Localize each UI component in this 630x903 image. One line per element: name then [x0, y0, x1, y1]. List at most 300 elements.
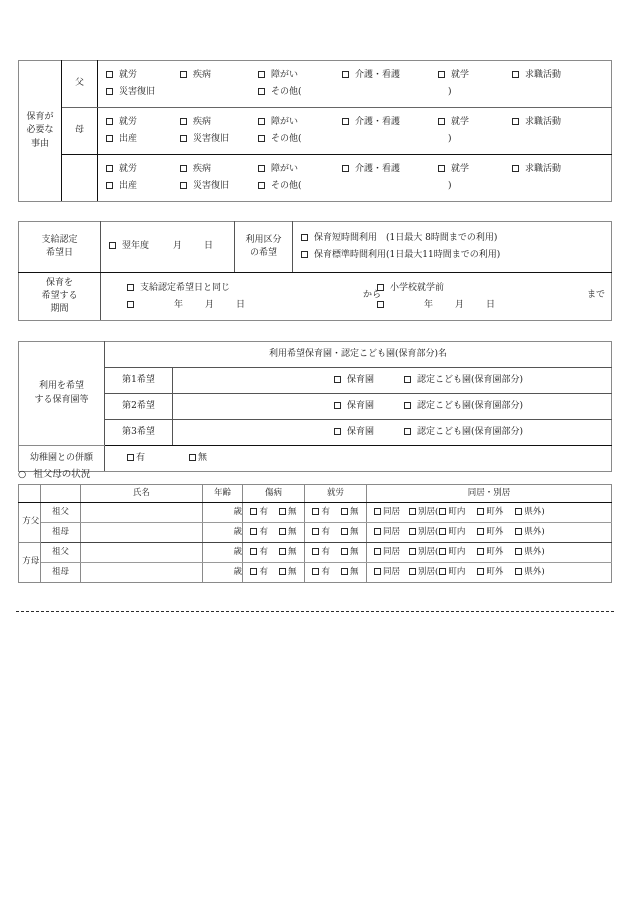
checkbox-icon[interactable]	[106, 71, 113, 78]
checkbox-label: 求職活動	[525, 164, 562, 174]
gp-name-input-paternal-grandmother[interactable]	[81, 523, 203, 543]
usage-type-options	[293, 222, 612, 273]
checkbox-icon[interactable]	[258, 135, 265, 142]
living-apart-close-paren: )	[541, 567, 545, 578]
checkbox-label: 翌年度	[122, 241, 150, 252]
desired-date-label-line2: 希望日	[45, 248, 73, 258]
period-to-suffix: まで	[586, 289, 605, 300]
gp-name-input-paternal-grandfather[interactable]	[81, 503, 203, 523]
checkbox-icon[interactable]	[279, 548, 286, 555]
checkbox-label: 就労	[119, 70, 138, 80]
checkbox-icon[interactable]	[334, 376, 341, 383]
checkbox-work-no[interactable]	[341, 506, 359, 518]
gp-work-maternal-grandmother	[305, 563, 367, 583]
checkbox-label: 無	[288, 507, 297, 518]
checkbox-label: 別居(	[418, 547, 439, 558]
gp-illness-maternal-grandmother	[243, 563, 305, 583]
gp-work-paternal-grandmother	[305, 523, 367, 543]
checkbox-icon[interactable]	[250, 528, 257, 535]
checkbox-icon[interactable]	[438, 118, 445, 125]
gp-living-maternal-grandfather	[367, 543, 612, 563]
checkbox-label: 障がい	[271, 70, 299, 80]
checkbox-standard-time-care[interactable]	[301, 247, 500, 264]
table-row	[19, 368, 612, 394]
period-from-day-field[interactable]: 日	[236, 299, 246, 310]
checkbox-illness-yes[interactable]	[250, 546, 268, 558]
checkbox-label: 県外	[524, 527, 542, 538]
living-apart-close-paren: )	[541, 507, 545, 518]
checkbox-label: 介護・看護	[355, 164, 401, 174]
checkbox-icon[interactable]	[334, 402, 341, 409]
checkbox-work-yes[interactable]	[312, 506, 330, 518]
desired-date-label	[19, 222, 101, 273]
checkbox-apart-in-town[interactable]	[439, 566, 465, 578]
checkbox-mother-work[interactable]	[106, 114, 180, 131]
checkbox-icon[interactable]	[189, 454, 196, 461]
checkbox-label: 無	[350, 507, 359, 518]
checkbox-label: 出産	[119, 134, 138, 144]
table-row	[19, 61, 612, 108]
checkbox-label: その他(	[271, 181, 302, 191]
checkbox-label: 町内	[448, 507, 466, 518]
nursery-row-label-line1: 利用を希望	[38, 381, 84, 392]
checkbox-icon[interactable]	[250, 548, 257, 555]
checkbox-label: 別居(	[418, 527, 439, 538]
living-apart-close-paren: )	[541, 547, 545, 558]
checkbox-label: 有	[321, 547, 330, 558]
checkbox-icon[interactable]	[342, 71, 349, 78]
checkbox-apart-out-town[interactable]	[477, 506, 503, 518]
reasons-who-father: 父	[62, 61, 98, 108]
checkbox-icon[interactable]	[106, 165, 113, 172]
checkbox-father-disaster[interactable]	[106, 84, 180, 101]
checkbox-icon[interactable]	[409, 528, 416, 535]
checkbox-next-fiscal-year[interactable]	[109, 240, 149, 253]
living-apart-close-paren: )	[541, 527, 545, 538]
checkbox-mother-care[interactable]	[342, 114, 438, 131]
checkbox-icon[interactable]	[512, 71, 519, 78]
table-row	[19, 523, 612, 543]
checkbox-icon[interactable]	[374, 528, 381, 535]
checkbox-father-illness[interactable]	[180, 67, 258, 84]
checkbox-illness-yes[interactable]	[250, 506, 268, 518]
checkbox-icon[interactable]	[477, 528, 484, 535]
checkbox-mother-school[interactable]	[438, 114, 512, 131]
gp-age-paternal-grandmother[interactable]	[203, 523, 243, 543]
gp-col-work: 就労	[305, 485, 367, 503]
checkbox-icon[interactable]	[404, 376, 411, 383]
checkbox-icon[interactable]	[279, 528, 286, 535]
checkbox-work-no[interactable]	[341, 526, 359, 538]
checkbox-apart-in-town[interactable]	[439, 506, 465, 518]
checkbox-apart-out-town[interactable]	[477, 566, 503, 578]
nursery-row-label	[19, 342, 105, 446]
checkbox-icon[interactable]	[477, 548, 484, 555]
checkbox-icon[interactable]	[477, 508, 484, 515]
checkbox-icon[interactable]	[279, 508, 286, 515]
other-close-paren: )	[448, 87, 452, 97]
reasons-options-other	[98, 155, 612, 202]
gp-name-input-maternal-grandmother[interactable]	[81, 563, 203, 583]
checkbox-icon[interactable]	[312, 568, 319, 575]
checkbox-label: 県外	[524, 567, 542, 578]
period-to-year-field[interactable]: 年	[424, 299, 434, 310]
checkbox-label: 疾病	[193, 164, 212, 174]
checkbox-other-childbirth[interactable]	[106, 178, 180, 195]
checkbox-label: 求職活動	[525, 70, 562, 80]
checkbox-label: 同居	[383, 567, 401, 578]
reasons-row-label-line2: 必要な	[26, 125, 54, 136]
checkbox-icon[interactable]	[109, 242, 116, 249]
nursery-options-1	[173, 368, 612, 394]
checkbox-apart-out-prefecture[interactable]	[515, 506, 541, 518]
checkbox-label: 認定こども園(保育園部分)	[416, 400, 523, 411]
checkbox-period-from-date[interactable]	[127, 297, 377, 314]
period-from-year-field[interactable]: 年	[174, 299, 184, 310]
checkbox-period-from-same-as-certification[interactable]	[127, 280, 377, 297]
checkbox-label: 求職活動	[525, 117, 562, 127]
kindergarten-label: 幼稚園との併願	[19, 446, 105, 472]
checkbox-label: 支給認定希望日と同じ	[140, 282, 231, 293]
period-label-line2: 希望する	[41, 290, 78, 301]
checkbox-icon[interactable]	[341, 568, 348, 575]
checkbox-mother-jobsearch[interactable]	[512, 114, 561, 131]
checkbox-illness-no[interactable]	[279, 546, 297, 558]
checkbox-illness-yes[interactable]	[250, 566, 268, 578]
usage-type-label-line1: 利用区分	[245, 234, 282, 245]
reasons-options-mother	[98, 108, 612, 155]
checkbox-icon[interactable]	[250, 508, 257, 515]
checkbox-icon[interactable]	[341, 548, 348, 555]
gp-living-paternal-grandfather	[367, 503, 612, 523]
checkbox-label: 保育標準時間利用(1日最大11時間までの利用)	[314, 250, 501, 260]
gp-age-maternal-grandmother[interactable]	[203, 563, 243, 583]
checkbox-living-together[interactable]	[374, 526, 400, 538]
period-value	[101, 273, 612, 321]
checkbox-icon[interactable]	[374, 548, 381, 555]
table-row	[19, 222, 612, 273]
table-row	[19, 543, 612, 563]
checkbox-label: 介護・看護	[355, 117, 401, 127]
checkbox-icon[interactable]	[515, 568, 522, 575]
gp-work-paternal-grandfather	[305, 503, 367, 523]
checkbox-label: 町外	[486, 507, 504, 518]
grandparents-heading	[18, 466, 90, 480]
checkbox-other-illness[interactable]	[180, 161, 258, 178]
checkbox-icon[interactable]	[341, 528, 348, 535]
checkbox-illness-no[interactable]	[279, 506, 297, 518]
checkbox-mother-childbirth[interactable]	[106, 131, 180, 148]
usage-type-label	[235, 222, 293, 273]
checkbox-other-disaster[interactable]	[180, 178, 258, 195]
checkbox-work-no[interactable]	[341, 546, 359, 558]
table-row	[19, 503, 612, 523]
checkbox-label: 出産	[119, 181, 138, 191]
checkbox-period-to-before-elementary[interactable]	[377, 280, 444, 297]
checkbox-icon[interactable]	[374, 568, 381, 575]
checkbox-label: 有	[321, 507, 330, 518]
checkbox-label: 町外	[486, 527, 504, 538]
nursery-header: 利用希望保育園・認定こども園(保育部分)名	[105, 342, 612, 368]
checkbox-label: 有	[259, 567, 268, 578]
checkbox-work-no[interactable]	[341, 566, 359, 578]
checkbox-other-disability[interactable]	[258, 161, 342, 178]
checkbox-living-apart[interactable]	[409, 526, 438, 538]
checkbox-other-work[interactable]	[106, 161, 180, 178]
checkbox-label: 就学	[451, 117, 470, 127]
checkbox-father-school[interactable]	[438, 67, 512, 84]
checkbox-icon[interactable]	[342, 118, 349, 125]
checkbox-apart-out-town[interactable]	[477, 546, 503, 558]
checkbox-living-together[interactable]	[374, 506, 400, 518]
nursery-rank-2: 第2希望	[105, 394, 173, 420]
gp-work-maternal-grandfather	[305, 543, 367, 563]
checkbox-label: 別居(	[418, 507, 439, 518]
checkbox-icon[interactable]	[180, 118, 187, 125]
checkbox-icon[interactable]	[439, 548, 446, 555]
checkbox-icon[interactable]	[404, 402, 411, 409]
checkbox-other-other[interactable]	[258, 178, 452, 195]
checkbox-mother-illness[interactable]	[180, 114, 258, 131]
checkbox-apart-out-prefecture[interactable]	[515, 526, 541, 538]
gp-living-paternal-grandmother	[367, 523, 612, 543]
checkbox-label: 県外	[524, 507, 542, 518]
period-label-line1: 保育を	[45, 277, 73, 288]
checkbox-label: 有	[259, 527, 268, 538]
checkbox-icon[interactable]	[258, 88, 265, 95]
checkbox-icon[interactable]	[127, 454, 134, 461]
checkbox-label: 災害復旧	[193, 134, 230, 144]
checkbox-illness-no[interactable]	[279, 566, 297, 578]
checkbox-father-jobsearch[interactable]	[512, 67, 561, 84]
checkbox-label: 疾病	[193, 70, 212, 80]
checkbox-icon[interactable]	[312, 548, 319, 555]
checkbox-icon[interactable]	[409, 508, 416, 515]
table-row	[19, 485, 612, 503]
checkbox-icon[interactable]	[301, 234, 308, 241]
checkbox-kindergarten-yes[interactable]	[127, 452, 145, 465]
checkbox-label: 無	[198, 452, 208, 463]
checkbox-choice2-nursery[interactable]	[334, 400, 374, 413]
checkbox-mother-other[interactable]	[258, 131, 452, 148]
checkbox-living-together[interactable]	[374, 566, 400, 578]
gp-col-side	[19, 485, 41, 503]
gp-side-paternal	[19, 503, 41, 543]
checkbox-icon[interactable]	[301, 251, 308, 258]
table-row	[19, 108, 612, 155]
checkbox-icon[interactable]	[106, 118, 113, 125]
checkbox-label: 災害復旧	[193, 181, 230, 191]
checkbox-icon[interactable]	[180, 165, 187, 172]
desired-date-day-field[interactable]: 日	[204, 241, 214, 252]
checkbox-label: 就労	[119, 117, 138, 127]
gp-col-living: 同居・別居	[367, 485, 612, 503]
checkbox-label: 町外	[486, 567, 504, 578]
gp-living-maternal-grandmother	[367, 563, 612, 583]
checkbox-icon[interactable]	[180, 135, 187, 142]
checkbox-label: 無	[288, 527, 297, 538]
checkbox-icon[interactable]	[334, 428, 341, 435]
checkbox-icon[interactable]	[127, 301, 134, 308]
checkbox-living-apart[interactable]	[409, 506, 438, 518]
gp-col-relation	[41, 485, 81, 503]
checkbox-label: 就学	[451, 70, 470, 80]
checkbox-mother-disaster[interactable]	[180, 131, 258, 148]
checkbox-label: 保育園	[346, 374, 374, 385]
checkbox-icon[interactable]	[438, 71, 445, 78]
checkbox-label: 保育短時間利用 (1日最大 8時間までの利用)	[314, 233, 498, 243]
checkbox-icon[interactable]	[106, 182, 113, 189]
checkbox-choice2-certified-center[interactable]	[404, 400, 523, 413]
checkbox-label: 別居(	[418, 567, 439, 578]
checkbox-label: 就労	[119, 164, 138, 174]
checkbox-icon[interactable]	[374, 508, 381, 515]
checkbox-label: 介護・看護	[355, 70, 401, 80]
checkbox-apart-in-town[interactable]	[439, 546, 465, 558]
checkbox-icon[interactable]	[409, 548, 416, 555]
reasons-row-label-line1: 保育が	[26, 112, 54, 123]
checkbox-icon[interactable]	[409, 568, 416, 575]
checkbox-period-to-date[interactable]	[377, 297, 495, 314]
gp-side-maternal	[19, 543, 41, 583]
checkbox-icon[interactable]	[258, 118, 265, 125]
checkbox-icon[interactable]	[127, 284, 134, 291]
checkbox-illness-no[interactable]	[279, 526, 297, 538]
checkbox-icon[interactable]	[512, 165, 519, 172]
checkbox-short-time-care[interactable]	[301, 230, 497, 247]
checkbox-icon[interactable]	[312, 528, 319, 535]
checkbox-living-apart[interactable]	[409, 546, 438, 558]
checkbox-apart-out-prefecture[interactable]	[515, 546, 541, 558]
gp-illness-maternal-grandfather	[243, 543, 305, 563]
certification-table	[18, 221, 612, 321]
gp-age-unit: 歳	[233, 527, 242, 538]
checkbox-apart-out-prefecture[interactable]	[515, 566, 541, 578]
checkbox-icon[interactable]	[106, 135, 113, 142]
checkbox-label: 無	[350, 527, 359, 538]
checkbox-icon[interactable]	[312, 508, 319, 515]
checkbox-work-yes[interactable]	[312, 546, 330, 558]
period-from-suffix: から	[363, 289, 382, 300]
checkbox-label: その他(	[271, 87, 302, 97]
checkbox-label: 県外	[524, 547, 542, 558]
period-from-month-field[interactable]: 月	[205, 299, 215, 310]
checkbox-icon[interactable]	[404, 428, 411, 435]
checkbox-label: 認定こども園(保育園部分)	[416, 426, 523, 437]
checkbox-icon[interactable]	[342, 165, 349, 172]
checkbox-work-yes[interactable]	[312, 526, 330, 538]
checkbox-icon[interactable]	[515, 548, 522, 555]
desired-date-value	[101, 222, 235, 273]
checkbox-father-other[interactable]	[258, 84, 452, 101]
gp-relation-paternal-grandmother: 祖母	[41, 523, 81, 543]
checkbox-choice3-certified-center[interactable]	[404, 426, 523, 439]
gp-age-paternal-grandfather[interactable]	[203, 503, 243, 523]
nursery-options-3	[173, 420, 612, 446]
checkbox-label: 同居	[383, 547, 401, 558]
checkbox-icon[interactable]	[438, 165, 445, 172]
checkbox-choice1-nursery[interactable]	[334, 374, 374, 387]
checkbox-icon[interactable]	[106, 88, 113, 95]
checkbox-living-together[interactable]	[374, 546, 400, 558]
checkbox-label: 災害復旧	[119, 87, 156, 97]
checkbox-label: 町外	[486, 547, 504, 558]
period-label	[19, 273, 101, 321]
gp-age-maternal-grandfather[interactable]	[203, 543, 243, 563]
checkbox-illness-yes[interactable]	[250, 526, 268, 538]
checkbox-label: 有	[136, 452, 146, 463]
usage-type-label-line2: の希望	[249, 248, 277, 258]
checkbox-other-school[interactable]	[438, 161, 512, 178]
checkbox-label: 疾病	[193, 117, 212, 127]
checkbox-label: 同居	[383, 527, 401, 538]
checkbox-label: 障がい	[271, 164, 299, 174]
checkbox-icon[interactable]	[512, 118, 519, 125]
checkbox-icon[interactable]	[279, 568, 286, 575]
checkbox-icon[interactable]	[439, 528, 446, 535]
checkbox-icon[interactable]	[439, 508, 446, 515]
checkbox-icon[interactable]	[250, 568, 257, 575]
cut-line-divider	[16, 611, 614, 612]
checkbox-other-jobsearch[interactable]	[512, 161, 561, 178]
checkbox-mother-disability[interactable]	[258, 114, 342, 131]
checkbox-icon[interactable]	[258, 71, 265, 78]
gp-col-name: 氏名	[81, 485, 203, 503]
checkbox-icon[interactable]	[341, 508, 348, 515]
checkbox-work-yes[interactable]	[312, 566, 330, 578]
bullet-circle-icon: ○	[18, 469, 27, 480]
checkbox-father-disability[interactable]	[258, 67, 342, 84]
checkbox-icon[interactable]	[515, 528, 522, 535]
checkbox-icon[interactable]	[258, 165, 265, 172]
period-to-day-field[interactable]: 日	[486, 299, 496, 310]
gp-relation-paternal-grandfather: 祖父	[41, 503, 81, 523]
table-row	[19, 563, 612, 583]
checkbox-choice3-nursery[interactable]	[334, 426, 374, 439]
gp-relation-maternal-grandfather: 祖父	[41, 543, 81, 563]
gp-age-unit: 歳	[233, 507, 242, 518]
reasons-options-father	[98, 61, 612, 108]
nursery-preference-table	[18, 341, 612, 472]
checkbox-living-apart[interactable]	[409, 566, 438, 578]
checkbox-father-care[interactable]	[342, 67, 438, 84]
checkbox-label: その他(	[271, 134, 302, 144]
checkbox-icon[interactable]	[439, 568, 446, 575]
checkbox-icon[interactable]	[477, 568, 484, 575]
checkbox-icon[interactable]	[515, 508, 522, 515]
nursery-row-label-line2: する保育園等	[34, 394, 89, 405]
reasons-table	[18, 60, 612, 202]
checkbox-father-work[interactable]	[106, 67, 180, 84]
checkbox-label: 有	[259, 547, 268, 558]
checkbox-icon[interactable]	[377, 301, 384, 308]
checkbox-icon[interactable]	[258, 182, 265, 189]
period-label-line3: 期間	[50, 304, 69, 315]
checkbox-kindergarten-no[interactable]	[189, 452, 207, 465]
checkbox-label: 無	[288, 547, 297, 558]
checkbox-choice1-certified-center[interactable]	[404, 374, 523, 387]
checkbox-other-care[interactable]	[342, 161, 438, 178]
gp-illness-paternal-grandfather	[243, 503, 305, 523]
desired-date-month-field[interactable]: 月	[173, 241, 183, 252]
gp-name-input-maternal-grandfather[interactable]	[81, 543, 203, 563]
checkbox-icon[interactable]	[180, 71, 187, 78]
checkbox-icon[interactable]	[180, 182, 187, 189]
checkbox-apart-in-town[interactable]	[439, 526, 465, 538]
checkbox-apart-out-town[interactable]	[477, 526, 503, 538]
checkbox-label: 町内	[448, 547, 466, 558]
period-to-month-field[interactable]: 月	[455, 299, 465, 310]
